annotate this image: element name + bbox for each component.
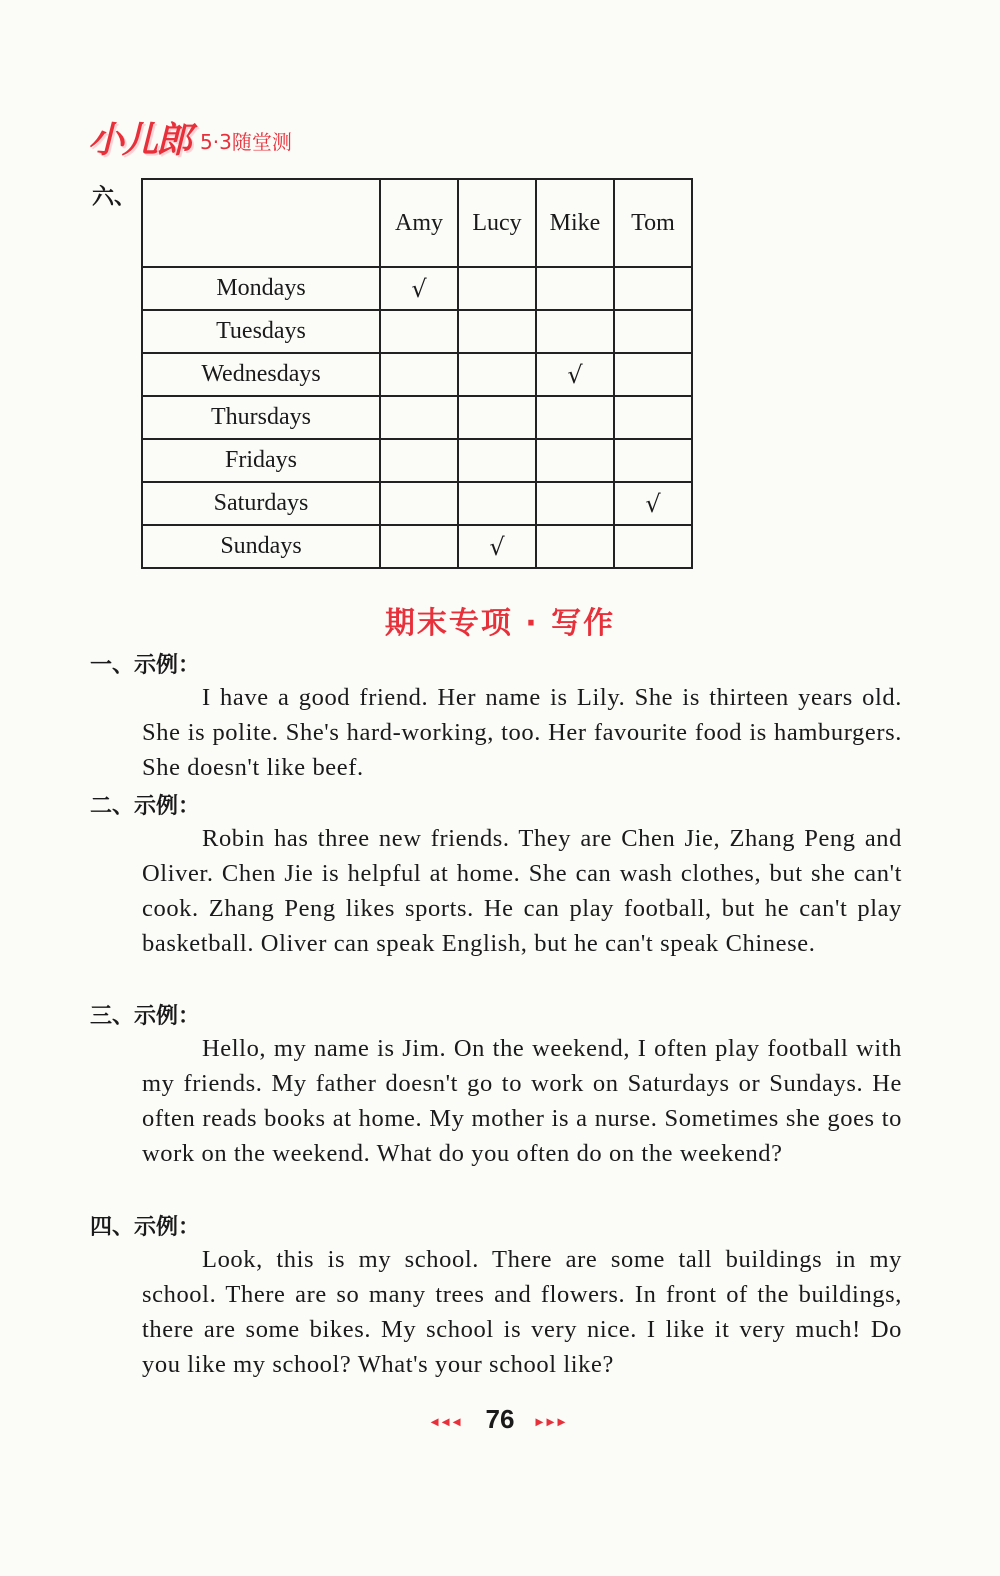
table-header-row xyxy=(142,179,692,267)
arrows-right-icon: ▸▸▸ xyxy=(535,1412,569,1429)
table-row xyxy=(142,439,692,482)
answer-paragraph: Look, this is my school. There are some tall buildings in my school. There are so many trees and flowers. In front of the buildings, there are some bikes. My school is very nice. I like it very much! Do you like my school? What's your school like? xyxy=(142,1246,902,1378)
answer-heading: 四、示例： xyxy=(90,1215,201,1240)
table-row xyxy=(142,310,692,353)
check-cell xyxy=(458,310,536,353)
person-header: Amy xyxy=(380,179,458,267)
check-cell: √ xyxy=(458,525,536,568)
table-row xyxy=(142,525,692,568)
check-cell xyxy=(458,353,536,396)
day-cell: Mondays xyxy=(142,267,380,310)
check-cell: √ xyxy=(380,267,458,310)
table-row xyxy=(142,353,692,396)
day-cell: Sundays xyxy=(142,525,380,568)
answer-heading: 三、示例： xyxy=(90,1004,201,1029)
answer-paragraph: I have a good friend. Her name is Lily. She is thirteen years old. She is polite. She's hard-working, too. Her favourite food is hamburgers. She doesn't like beef. xyxy=(142,684,902,781)
brand-header xyxy=(88,112,292,163)
check-cell xyxy=(614,353,692,396)
check-cell: √ xyxy=(614,482,692,525)
check-cell xyxy=(614,396,692,439)
check-cell xyxy=(536,525,614,568)
check-cell xyxy=(380,439,458,482)
answer-paragraph: Robin has three new friends. They are Chen Jie, Zhang Peng and Oliver. Chen Jie is helpful at home. She can wash clothes, but she can't cook. Zhang Peng likes sports. He can play football, but he can't play basketball. Oliver can speak English, but he can't speak Chinese. xyxy=(142,825,902,957)
brand-logo: 小儿郎 xyxy=(88,120,191,161)
section-six-label: 六、 xyxy=(92,185,137,210)
check-cell xyxy=(536,482,614,525)
schedule-table xyxy=(141,178,693,569)
check-cell xyxy=(536,310,614,353)
table-row xyxy=(142,396,692,439)
check-cell xyxy=(380,396,458,439)
check-cell xyxy=(380,353,458,396)
check-cell xyxy=(614,267,692,310)
check-cell xyxy=(458,396,536,439)
check-cell: √ xyxy=(536,353,614,396)
check-cell xyxy=(380,482,458,525)
section-title: 期末专项 · 写作 xyxy=(384,606,616,641)
answer-heading: 二、示例： xyxy=(90,794,201,819)
check-cell xyxy=(614,439,692,482)
day-cell: Fridays xyxy=(142,439,380,482)
day-cell: Thursdays xyxy=(142,396,380,439)
arrows-left-icon: ◂◂◂ xyxy=(431,1412,465,1429)
table-row xyxy=(142,267,692,310)
answer-paragraph: Hello, my name is Jim. On the weekend, I often play football with my friends. My father doesn't go to work on Saturdays or Sundays. He often reads books at home. My mother is a nurse. Sometimes she goes to work on the weekend. What do you often do on the weekend? xyxy=(142,1035,902,1167)
table-row xyxy=(142,482,692,525)
check-cell xyxy=(380,310,458,353)
check-cell xyxy=(536,439,614,482)
person-header: Mike xyxy=(536,179,614,267)
check-cell xyxy=(614,525,692,568)
check-cell xyxy=(614,310,692,353)
table-corner-cell xyxy=(142,179,380,267)
person-header: Lucy xyxy=(458,179,536,267)
check-cell xyxy=(380,525,458,568)
check-cell xyxy=(458,267,536,310)
check-cell xyxy=(536,396,614,439)
check-cell xyxy=(458,482,536,525)
brand-series: 5·3随堂测 xyxy=(200,130,292,154)
day-cell: Saturdays xyxy=(142,482,380,525)
page-footer xyxy=(0,1404,1000,1435)
check-cell xyxy=(536,267,614,310)
answer-heading: 一、示例： xyxy=(90,653,201,678)
check-cell xyxy=(458,439,536,482)
day-cell: Tuesdays xyxy=(142,310,380,353)
page-number: 76 xyxy=(485,1404,515,1434)
person-header: Tom xyxy=(614,179,692,267)
day-cell: Wednesdays xyxy=(142,353,380,396)
